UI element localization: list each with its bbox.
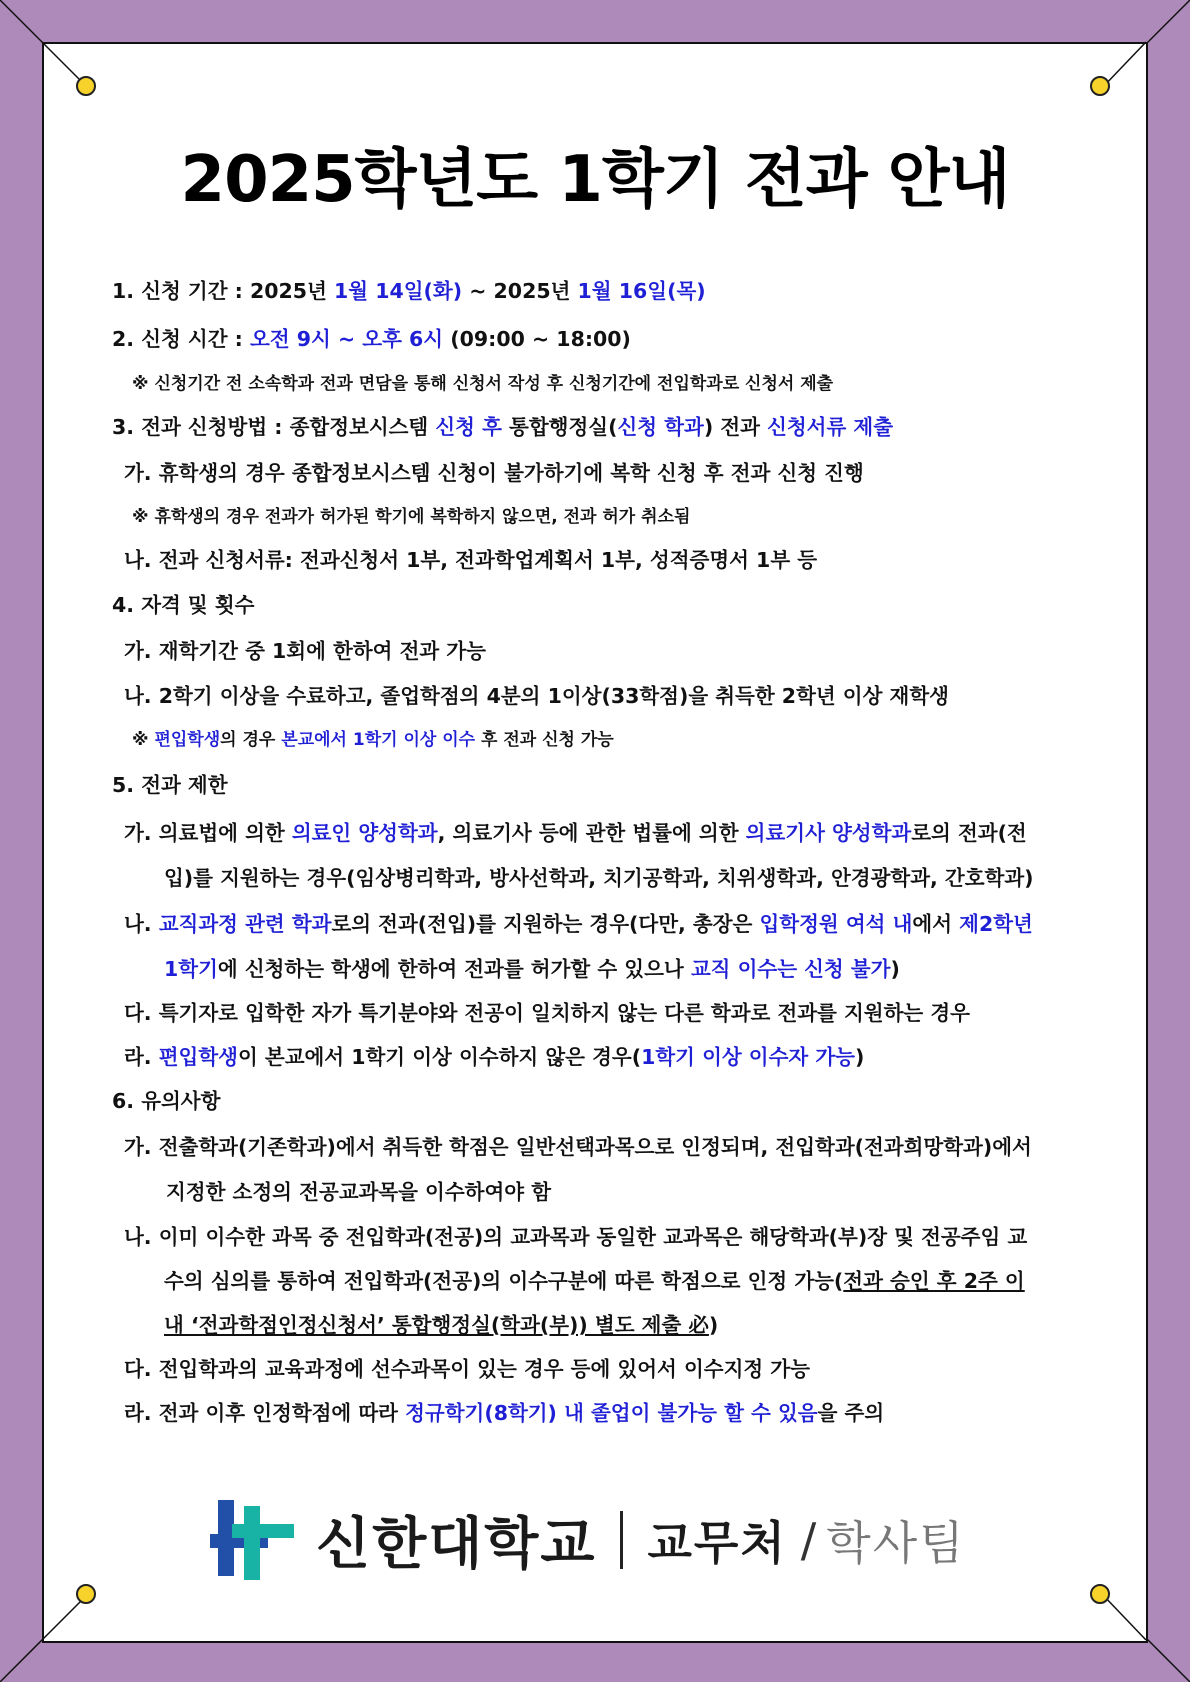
note-requirement: 본교에서 1학기 이상 이수 — [281, 730, 476, 750]
caution-head: 6. 유의사항 — [112, 1089, 221, 1113]
method-submit: 신청서류 제출 — [767, 415, 894, 439]
period-label: 1. 신청 기간 : 2025년 — [112, 279, 335, 303]
restriction-ga — [124, 816, 1027, 846]
caution-na: 나. 이미 이수한 과목 중 전입학과(전공)의 교과목과 동일한 교과목은 해당학과(부)장 및 전공주임 교 — [124, 1225, 1028, 1249]
restriction-ga-c: , 의료기사 등에 관한 법률에 의한 — [437, 821, 746, 845]
caution-da: 다. 전입학과의 교육과정에 선수과목이 있는 경우 등에 있어서 이수지정 가능 — [124, 1357, 810, 1381]
footer-divider — [620, 1511, 623, 1569]
method-line — [112, 410, 893, 440]
note-end: 후 전과 신청 가능 — [475, 730, 614, 750]
restriction-na-a: 나. — [124, 912, 159, 936]
caution-na-cont — [164, 1264, 1025, 1294]
method-note: ※ 휴학생의 경우 전과가 허가된 학기에 복학하지 않으면, 전과 허가 취소됨 — [132, 507, 691, 527]
restriction-na-f: 제2학년 — [959, 912, 1033, 936]
team-name: 학사팀 — [826, 1516, 966, 1570]
restriction-ga-b: 의료인 양성학과 — [291, 821, 438, 845]
note-transfer-student: 편입학생 — [154, 730, 221, 750]
restriction-na — [124, 907, 1033, 937]
time-note: ※ 신청기간 전 소속학과 전과 면담을 통해 신청서 작성 후 신청기간에 전입학과로 신청서 제출 — [132, 374, 834, 394]
grommet-top-left — [76, 76, 96, 96]
restriction-ra — [124, 1040, 864, 1070]
qualification-head: 4. 자격 및 횟수 — [112, 593, 255, 617]
method-label: 3. 전과 신청방법 : 종합정보시스템 — [112, 415, 436, 439]
period-start: 1월 14일(화) — [334, 279, 463, 303]
period-line — [112, 274, 706, 304]
restriction-na-b: 교직과정 관련 학과 — [158, 912, 332, 936]
grommet-bottom-right — [1090, 1584, 1110, 1604]
restriction-ra-b: 편입학생 — [158, 1045, 238, 1069]
method-apply: 신청 후 — [435, 415, 502, 439]
restriction-head: 5. 전과 제한 — [112, 773, 228, 797]
restriction-ra-e: ) — [854, 1045, 865, 1069]
restriction-na-c: 로의 전과(전입)를 지원하는 경우(다만, 총장은 — [331, 912, 760, 936]
qualification-na: 나. 2학기 이상을 수료하고, 졸업학점의 4분의 1이상(33학점)을 취득한 2학년 이상 재학생 — [124, 684, 949, 708]
caution-ga: 가. 전출학과(기존학과)에서 취득한 학점은 일반선택과목으로 인정되며, 전입학과(전과희망학과)에서 — [124, 1135, 1032, 1159]
caution-ra — [124, 1396, 884, 1426]
restriction-na2-c: 교직 이수는 신청 불가 — [690, 957, 891, 981]
method-na: 나. 전과 신청서류: 전과신청서 1부, 전과학업계획서 1부, 성적증명서 1부 등 — [124, 548, 818, 572]
restriction-na-cont — [164, 952, 900, 982]
restriction-ga-e: 로의 전과(전 — [911, 821, 1027, 845]
restriction-na2-a: 1학기 — [164, 957, 218, 981]
restriction-na2-b: 에 신청하는 학생에 한하여 전과를 허가할 수 있으나 — [217, 957, 691, 981]
restriction-na-d: 입학정원 여석 내 — [759, 912, 913, 936]
qualification-note — [132, 725, 614, 750]
method-office: 통합행정실( — [501, 415, 618, 439]
restriction-ga-a: 가. 의료법에 의한 — [124, 821, 292, 845]
grommet-top-right — [1090, 76, 1110, 96]
period-sep: ~ 2025년 — [462, 279, 578, 303]
footer-logo — [210, 1500, 966, 1580]
method-dept: 신청 학과 — [617, 415, 704, 439]
restriction-ra-d: 1학기 이상 이수자 가능 — [641, 1045, 855, 1069]
note-mark: ※ — [132, 730, 155, 750]
time-24h: (09:00 ~ 18:00) — [443, 327, 631, 351]
grommet-bottom-left — [76, 1584, 96, 1604]
restriction-ga-cont: 입)를 지원하는 경우(임상병리학과, 방사선학과, 치기공학과, 치위생학과, 안경광학과, 간호학과) — [164, 866, 1034, 890]
restriction-ra-a: 라. — [124, 1045, 159, 1069]
period-end: 1월 16일(목) — [577, 279, 706, 303]
restriction-ga-d: 의료기사 양성학과 — [745, 821, 912, 845]
caution-na2-a: 수의 심의를 통하여 전입학과(전공)의 이수구분에 따른 학점으로 인정 가능( — [164, 1269, 844, 1293]
method-transfer: ) 전과 — [703, 415, 768, 439]
restriction-na2-d: ) — [890, 957, 900, 981]
footer-slash: / — [800, 1513, 817, 1567]
note-case: 의 경우 — [220, 730, 282, 750]
restriction-da: 다. 특기자로 입학한 자가 특기분야와 전공이 일치하지 않는 다른 학과로 전과를 지원하는 경우 — [124, 1001, 970, 1025]
school-name: 신한대학교 — [316, 1512, 597, 1577]
caution-ra-b: 정규학기(8학기) 내 졸업이 불가능 할 수 있음 — [405, 1401, 818, 1425]
office-name: 교무처 — [647, 1516, 787, 1570]
caution-na2-b: 전과 승인 후 2주 이 — [843, 1269, 1025, 1293]
caution-ga-cont: 지정한 소정의 전공교과목을 이수하여야 함 — [166, 1180, 552, 1204]
caution-na-cont2 — [164, 1308, 718, 1338]
time-line — [112, 322, 631, 352]
time-label: 2. 신청 시간 : — [112, 327, 251, 351]
restriction-na-e: 에서 — [912, 912, 960, 936]
caution-na3-a: 내 ‘전과학점인정신청서’ 통합행정실(학과(부)) 별도 제출 必 — [164, 1313, 709, 1337]
method-ga: 가. 휴학생의 경우 종합정보시스템 신청이 불가하기에 복학 신청 후 전과 신청 진행 — [124, 461, 864, 485]
caution-na3-b: ) — [708, 1313, 719, 1337]
page-title: 2025학년도 1학기 전과 안내 — [180, 143, 1010, 217]
time-range: 오전 9시 ~ 오후 6시 — [250, 327, 444, 351]
qualification-ga: 가. 재학기간 중 1회에 한하여 전과 가능 — [124, 639, 486, 663]
university-logo-icon — [210, 1500, 294, 1580]
caution-ra-a: 라. 전과 이후 인정학점에 따라 — [124, 1401, 406, 1425]
restriction-ra-c: 이 본교에서 1학기 이상 이수하지 않은 경우( — [237, 1045, 642, 1069]
caution-ra-c: 을 주의 — [817, 1401, 885, 1425]
